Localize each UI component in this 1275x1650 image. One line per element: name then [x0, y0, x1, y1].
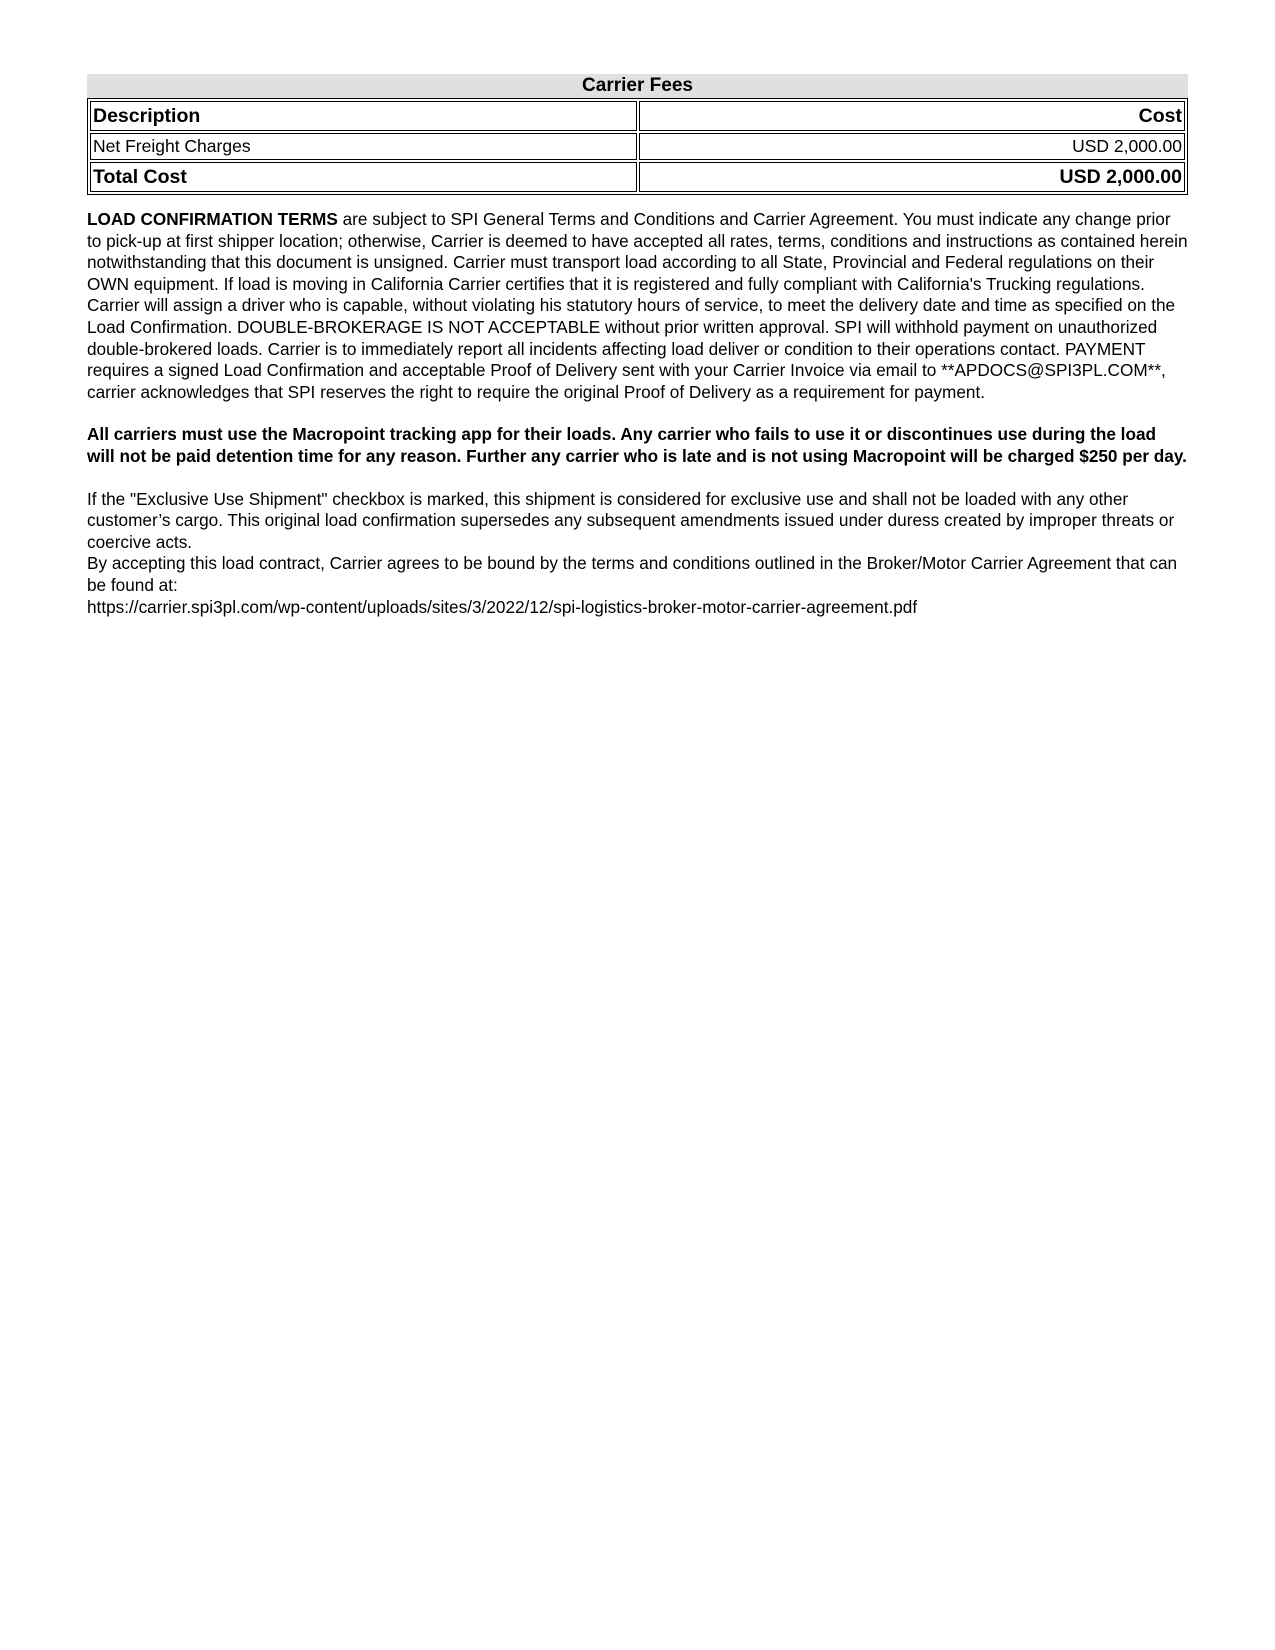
- description-column-header: Description: [90, 101, 637, 131]
- terms-body: are subject to SPI General Terms and Conditions and Carrier Agreement. You must indicate any change prior to pick-up at first shipper location; otherwise, Carrier is deemed to have accepted all rates, terms, conditions and instructions as contained herein notwithstanding that this document is unsigned. Carrier must transport load according to all State, Provincial and Federal regulations on their OWN equipment. If load is moving in California Carrier certifies that it is registered and fully compliant with California's Trucking regulations. Carrier will assign a driver who is capable, without violating his statutory hours of service, to meet the delivery date and time as specified on the Load Confirmation. DOUBLE-BROKERAGE IS NOT ACCEPTABLE without prior written approval. SPI will withhold payment on unauthorized double-brokered loads. Carrier is to immediately report all incidents affecting load deliver or condition to their operations contact. PAYMENT requires a signed Load Confirmation and acceptable Proof of Delivery sent with your Carrier Invoice via email to **APDOCS@SPI3PL.COM**, carrier acknowledges that SPI reserves the right to require the original Proof of Delivery as a requirement for payment.: [87, 209, 1188, 402]
- total-row: [90, 162, 1185, 192]
- macropoint-notice: All carriers must use the Macropoint tracking app for their loads. Any carrier who fails to use it or discontinues use during the load will not be paid detention time for any reason. Further any carrier who is late and is not using Macropoint will be charged $250 per day.: [87, 424, 1187, 466]
- fee-cost: USD 2,000.00: [639, 133, 1186, 160]
- table-row: [90, 133, 1185, 160]
- total-cost-value: USD 2,000.00: [639, 162, 1186, 192]
- total-cost-label: Total Cost: [90, 162, 637, 192]
- table-header-row: [90, 101, 1185, 131]
- carrier-fees-title: Carrier Fees: [87, 74, 1188, 98]
- terms-lead: LOAD CONFIRMATION TERMS: [87, 209, 338, 229]
- load-confirmation-terms: [87, 209, 1188, 403]
- exclusive-use-section: [87, 489, 1188, 619]
- cost-column-header: Cost: [639, 101, 1186, 131]
- agreement-url: https://carrier.spi3pl.com/wp-content/uploads/sites/3/2022/12/spi-logistics-broker-motor-carrier-agreement.pdf: [87, 596, 918, 617]
- document-page: [87, 74, 1188, 618]
- exclusive-use-paragraph: If the "Exclusive Use Shipment" checkbox is marked, this shipment is considered for exclusive use and shall not be loaded with any other customer’s cargo. This original load confirmation supersedes any subsequent amendments issued under duress created by improper threats or coercive acts.: [87, 488, 1175, 552]
- fee-description: Net Freight Charges: [90, 133, 637, 160]
- agreement-statement: By accepting this load contract, Carrier agrees to be bound by the terms and conditions outlined in the Broker/Motor Carrier Agreement that can be found at:: [87, 553, 1178, 595]
- carrier-fees-table: [87, 98, 1188, 195]
